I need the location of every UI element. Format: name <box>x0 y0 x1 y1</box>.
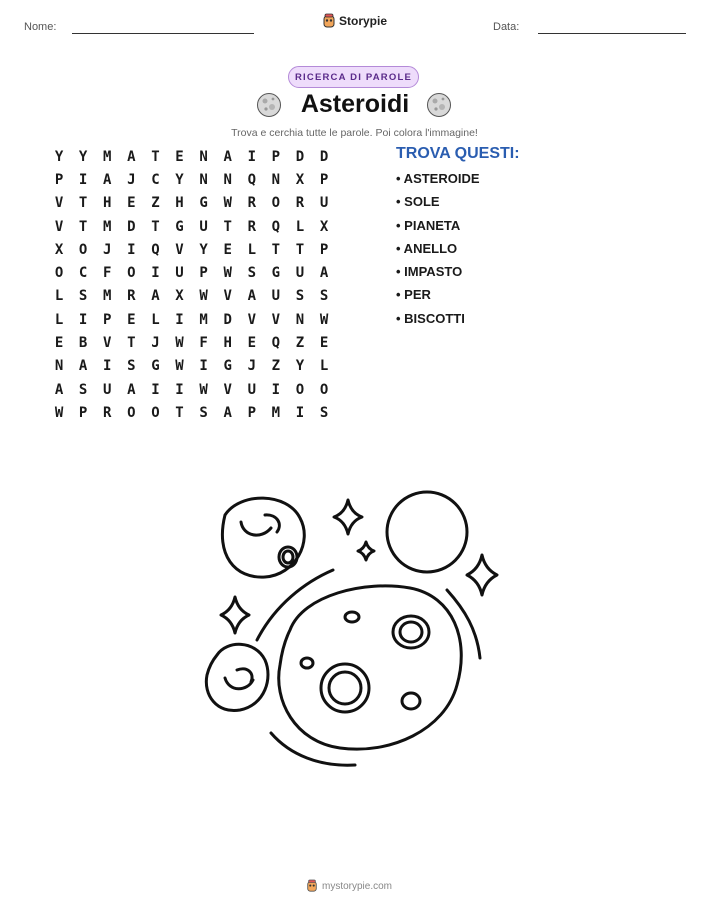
grid-letter[interactable]: A <box>127 381 136 398</box>
grid-letter[interactable]: N <box>271 171 281 188</box>
grid-letter[interactable]: Q <box>271 218 281 235</box>
grid-letter[interactable]: T <box>271 241 281 258</box>
grid-letter[interactable]: W <box>199 381 208 398</box>
grid-letter[interactable]: U <box>103 381 112 398</box>
grid-letter[interactable]: J <box>103 241 112 258</box>
grid-letter[interactable]: L <box>54 288 64 305</box>
grid-letter[interactable]: X <box>319 218 329 235</box>
grid-letter[interactable]: T <box>151 148 160 165</box>
grid-letter[interactable]: T <box>175 404 184 421</box>
grid-letter[interactable]: D <box>295 148 305 165</box>
asteroid-icon-right <box>426 92 452 118</box>
orbit-line-top <box>257 570 333 640</box>
word-list-item: • PIANETA <box>396 217 461 233</box>
grid-letter[interactable]: G <box>151 358 160 375</box>
grid-letter[interactable]: A <box>223 404 232 421</box>
word-list-item: • PER <box>396 287 431 303</box>
date-line <box>538 33 686 34</box>
word-search-grid <box>47 145 336 425</box>
grid-letter[interactable]: N <box>54 358 64 375</box>
word-list-item: • BISCOTTI <box>396 310 465 326</box>
grid-letter[interactable]: R <box>127 288 136 305</box>
grid-letter[interactable]: I <box>247 148 257 165</box>
grid-letter[interactable]: L <box>295 218 305 235</box>
grid-row <box>47 401 336 424</box>
grid-letter[interactable]: V <box>54 195 64 212</box>
grid-letter[interactable]: V <box>54 218 64 235</box>
grid-letter[interactable]: T <box>151 218 160 235</box>
grid-letter[interactable]: P <box>78 404 88 421</box>
grid-letter[interactable]: V <box>247 311 257 328</box>
grid-letter[interactable]: I <box>175 311 184 328</box>
grid-row <box>47 355 336 378</box>
sparkle-icon-small <box>358 542 374 560</box>
grid-row <box>47 261 336 284</box>
grid-letter[interactable]: H <box>175 195 184 212</box>
grid-letter[interactable]: G <box>199 195 208 212</box>
grid-letter[interactable]: O <box>127 404 136 421</box>
grid-letter[interactable]: Y <box>78 148 88 165</box>
grid-letter[interactable]: I <box>271 381 281 398</box>
date-label: Data: <box>493 21 520 33</box>
grid-letter[interactable]: C <box>151 171 160 188</box>
grid-letter[interactable]: I <box>103 358 112 375</box>
grid-letter[interactable]: I <box>151 381 160 398</box>
grid-letter[interactable]: Q <box>151 241 160 258</box>
grid-letter[interactable]: U <box>175 265 184 282</box>
small-asteroid-left <box>206 644 268 710</box>
grid-letter[interactable]: Z <box>271 358 281 375</box>
grid-letter[interactable]: D <box>319 148 329 165</box>
name-line <box>72 33 254 34</box>
grid-letter[interactable]: Y <box>54 148 64 165</box>
grid-letter[interactable]: P <box>319 171 329 188</box>
grid-letter[interactable]: O <box>319 381 329 398</box>
grid-letter[interactable]: I <box>295 404 305 421</box>
grid-letter[interactable]: F <box>199 335 208 352</box>
grid-letter[interactable]: M <box>199 311 208 328</box>
grid-row <box>47 145 336 168</box>
grid-letter[interactable]: R <box>295 195 305 212</box>
grid-letter[interactable]: I <box>199 358 208 375</box>
grid-letter[interactable]: E <box>223 241 232 258</box>
grid-letter[interactable]: R <box>247 195 257 212</box>
storypie-mascot-icon <box>322 13 336 29</box>
grid-letter[interactable]: E <box>319 335 329 352</box>
instructions: Trova e cerchia tutte le parole. Poi colora l'immagine! <box>231 127 478 139</box>
grid-letter[interactable]: J <box>151 335 160 352</box>
grid-letter[interactable]: J <box>247 358 257 375</box>
grid-letter[interactable]: T <box>78 195 88 212</box>
grid-row <box>47 285 336 308</box>
grid-letter[interactable]: V <box>103 335 112 352</box>
grid-letter[interactable]: J <box>127 171 136 188</box>
grid-letter[interactable]: L <box>247 241 257 258</box>
grid-row <box>47 378 336 401</box>
grid-letter[interactable]: I <box>127 241 136 258</box>
grid-letter[interactable]: D <box>223 311 232 328</box>
grid-letter[interactable]: Z <box>295 335 305 352</box>
grid-letter[interactable]: N <box>295 311 305 328</box>
grid-letter[interactable]: E <box>127 311 136 328</box>
grid-letter[interactable]: A <box>247 288 257 305</box>
footer <box>306 879 392 893</box>
grid-letter[interactable]: P <box>103 311 112 328</box>
grid-letter[interactable]: R <box>103 404 112 421</box>
grid-letter[interactable]: Q <box>247 171 257 188</box>
grid-letter[interactable]: U <box>247 381 257 398</box>
grid-letter[interactable]: M <box>103 288 112 305</box>
grid-letter[interactable]: H <box>223 335 232 352</box>
grid-letter[interactable]: W <box>319 311 329 328</box>
grid-letter[interactable]: G <box>175 218 184 235</box>
grid-letter[interactable]: N <box>199 148 208 165</box>
grid-letter[interactable]: A <box>127 148 136 165</box>
grid-letter[interactable]: E <box>247 335 257 352</box>
grid-letter[interactable]: A <box>223 148 232 165</box>
grid-letter[interactable]: O <box>78 241 88 258</box>
grid-letter[interactable]: T <box>127 335 136 352</box>
asteroids-coloring-illustration <box>195 480 515 770</box>
grid-letter[interactable]: M <box>271 404 281 421</box>
grid-letter[interactable]: U <box>199 218 208 235</box>
brand-name: Storypie <box>339 14 388 28</box>
grid-letter[interactable]: P <box>247 404 257 421</box>
grid-letter[interactable]: S <box>78 381 88 398</box>
sparkle-icon-left <box>221 597 249 633</box>
category-badge: RICERCA DI PAROLE <box>288 66 419 88</box>
grid-row <box>47 308 336 331</box>
grid-letter[interactable]: L <box>54 311 64 328</box>
grid-letter[interactable]: O <box>271 195 281 212</box>
grid-letter[interactable]: U <box>271 288 281 305</box>
grid-letter[interactable]: L <box>151 311 160 328</box>
grid-letter[interactable]: S <box>78 288 88 305</box>
word-list <box>396 171 480 334</box>
asteroid-icon-left <box>256 92 282 118</box>
grid-letter[interactable]: Z <box>151 195 160 212</box>
grid-letter[interactable]: A <box>319 265 329 282</box>
sparkle-icon <box>334 500 362 534</box>
grid-letter[interactable]: W <box>223 195 232 212</box>
grid-letter[interactable]: P <box>199 265 208 282</box>
grid-letter[interactable]: A <box>54 381 64 398</box>
word-list-heading: TROVA QUESTI: <box>396 145 520 162</box>
big-asteroid <box>279 586 462 749</box>
grid-letter[interactable]: D <box>127 218 136 235</box>
grid-letter[interactable]: T <box>223 218 232 235</box>
grid-letter[interactable]: S <box>199 404 208 421</box>
storypie-mascot-icon <box>306 879 318 893</box>
grid-letter[interactable]: W <box>223 265 232 282</box>
grid-letter[interactable]: V <box>271 311 281 328</box>
grid-letter[interactable]: S <box>319 288 329 305</box>
grid-letter[interactable]: Y <box>175 171 184 188</box>
grid-letter[interactable]: Y <box>295 358 305 375</box>
grid-letter[interactable]: V <box>175 241 184 258</box>
grid-letter[interactable]: E <box>127 195 136 212</box>
grid-letter[interactable]: O <box>54 265 64 282</box>
grid-letter[interactable]: S <box>295 288 305 305</box>
page-title: Asteroidi <box>300 90 410 118</box>
grid-letter[interactable]: R <box>247 218 257 235</box>
grid-letter[interactable]: V <box>223 288 232 305</box>
grid-letter[interactable]: Q <box>271 335 281 352</box>
grid-letter[interactable]: F <box>103 265 112 282</box>
grid-row <box>47 192 336 215</box>
grid-letter[interactable]: I <box>151 265 160 282</box>
grid-letter[interactable]: L <box>319 358 329 375</box>
grid-letter[interactable]: W <box>175 358 184 375</box>
grid-letter[interactable]: S <box>319 404 329 421</box>
name-label: Nome: <box>24 21 57 33</box>
round-planet <box>387 492 467 572</box>
grid-letter[interactable]: N <box>199 171 208 188</box>
brand-logo <box>322 13 387 29</box>
grid-letter[interactable]: O <box>127 265 136 282</box>
grid-letter[interactable]: I <box>78 171 88 188</box>
grid-row <box>47 331 336 354</box>
grid-letter[interactable]: T <box>295 241 305 258</box>
grid-letter[interactable]: U <box>319 195 329 212</box>
grid-letter[interactable]: X <box>295 171 305 188</box>
grid-letter[interactable]: V <box>223 381 232 398</box>
grid-letter[interactable]: M <box>103 218 112 235</box>
word-list-item: • IMPASTO <box>396 264 463 280</box>
sparkle-icon-right <box>467 555 497 595</box>
grid-letter[interactable]: S <box>127 358 136 375</box>
word-list-item: • SOLE <box>396 194 440 210</box>
grid-letter[interactable]: E <box>175 148 184 165</box>
grid-letter[interactable]: G <box>271 265 281 282</box>
grid-letter[interactable]: W <box>199 288 208 305</box>
grid-letter[interactable]: E <box>54 335 64 352</box>
grid-letter[interactable]: X <box>54 241 64 258</box>
grid-letter[interactable]: X <box>175 288 184 305</box>
grid-row <box>47 238 336 261</box>
grid-letter[interactable]: O <box>295 381 305 398</box>
orbit-line-right <box>447 590 480 658</box>
grid-letter[interactable]: A <box>103 171 112 188</box>
grid-letter[interactable]: W <box>175 335 184 352</box>
word-list-item: • ASTEROIDE <box>396 171 480 186</box>
grid-letter[interactable]: P <box>271 148 281 165</box>
grid-letter[interactable]: T <box>78 218 88 235</box>
footer-url: mystorypie.com <box>322 880 393 892</box>
grid-letter[interactable]: A <box>78 358 88 375</box>
grid-letter[interactable]: S <box>247 265 257 282</box>
grid-letter[interactable]: I <box>78 311 88 328</box>
grid-letter[interactable]: C <box>78 265 88 282</box>
grid-letter[interactable]: G <box>223 358 232 375</box>
grid-letter[interactable]: O <box>151 404 160 421</box>
grid-letter[interactable]: H <box>103 195 112 212</box>
grid-letter[interactable]: P <box>319 241 329 258</box>
grid-row <box>47 215 336 238</box>
grid-letter[interactable]: B <box>78 335 88 352</box>
grid-letter[interactable]: I <box>175 381 184 398</box>
grid-letter[interactable]: A <box>151 288 160 305</box>
small-asteroid-top <box>222 498 304 577</box>
grid-letter[interactable]: N <box>223 171 232 188</box>
grid-row <box>47 168 336 191</box>
grid-letter[interactable]: Y <box>199 241 208 258</box>
grid-letter[interactable]: P <box>54 171 64 188</box>
grid-letter[interactable]: M <box>103 148 112 165</box>
grid-letter[interactable]: W <box>54 404 64 421</box>
word-list-item: • ANELLO <box>396 240 458 256</box>
grid-letter[interactable]: U <box>295 265 305 282</box>
